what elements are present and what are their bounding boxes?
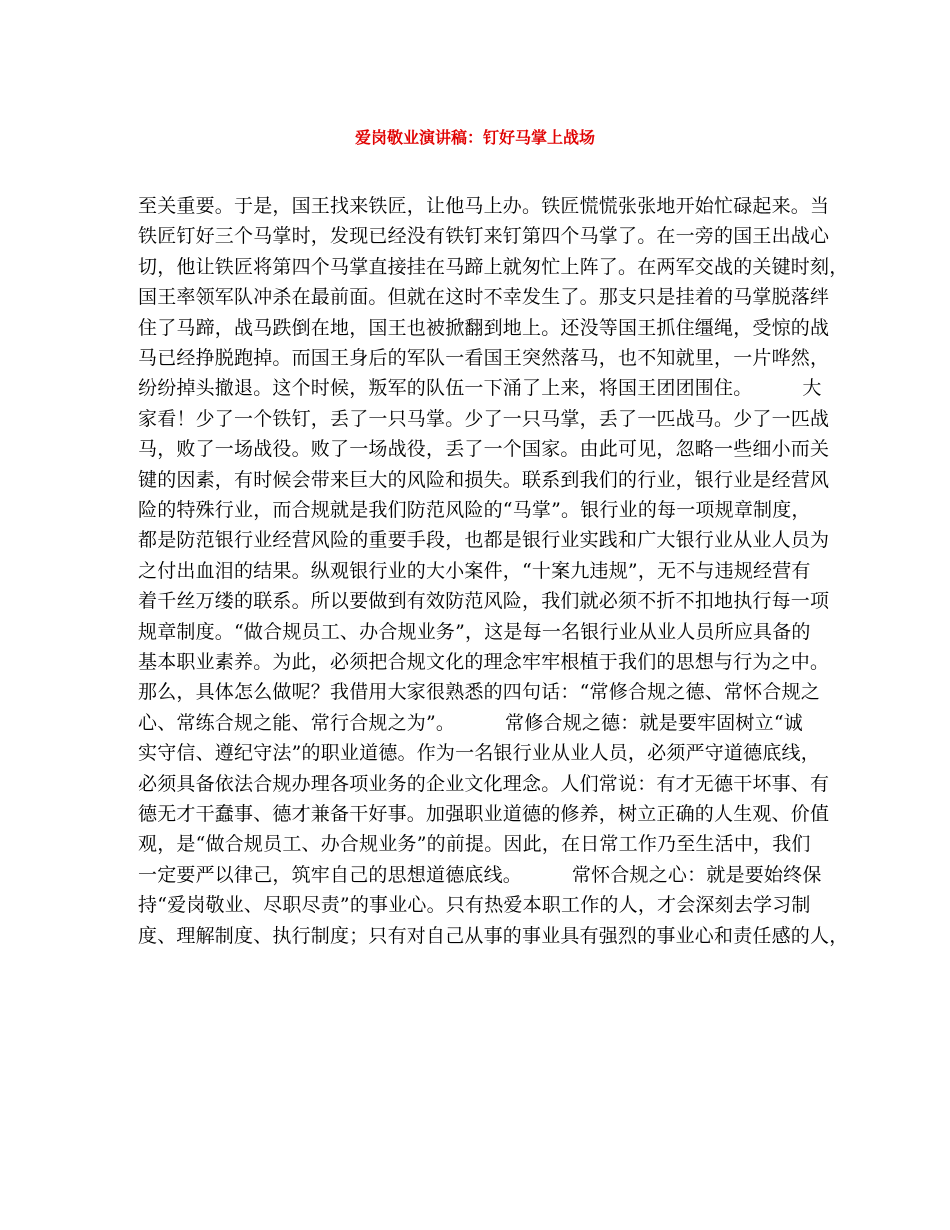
body-text-line: 险的特殊行业，而合规就是我们防范风险的“马掌”。银行业的每一项规章制度， [138,499,811,521]
body-text-line: 心、常练合规之能、常行合规之为”。 常修合规之德：就是要牢固树立“诚 [138,711,803,734]
body-text-line: 键的因素，有时候会带来巨大的风险和损失。联系到我们的行业，银行业是经营风 [138,468,830,491]
body-text-line: 家看！少了一个铁钉，丢了一只马掌。少了一只马掌，丢了一匹战马。少了一匹战 [138,407,830,430]
body-text-line: 住了马蹄，战马跌倒在地，国王也被掀翻到地上。还没等国王抓住缰绳，受惊的战 [138,316,830,339]
body-text-line: 马，败了一场战役。败了一场战役，丢了一个国家。由此可见，忽略一些细小而关 [138,438,830,461]
body-text-line: 铁匠钉好三个马掌时，发现已经没有铁钉来钉第四个马掌了。在一旁的国王出战心 [138,225,830,248]
body-text-line: 都是防范银行业经营风险的重要手段，也都是银行业实践和广大银行业从业人员为 [138,529,830,552]
body-text-line: 那么，具体怎么做呢？我借用大家很熟悉的四句话：“常修合规之德、常怀合规之 [138,681,820,704]
body-text-line: 规章制度。“做合规员工、办合规业务”，这是每一名银行业从业人员所应具备的 [138,620,811,643]
body-text-line: 持“爱岗敬业、尽职尽责”的事业心。只有热爱本职工作的人，才会深刻去学习制 [138,894,811,917]
body-text-line: 一定要严以律己，筑牢自己的思想道德底线。 常怀合规之心：就是要始终保 [138,863,822,886]
document-title: 爱岗敬业演讲稿：钉好马掌上战场 [354,128,595,147]
body-text-line: 马已经挣脱跑掉。而国王身后的军队一看国王突然落马，也不知就里，一片哗然， [138,347,830,369]
body-text-line: 基本职业素养。为此，必须把合规文化的理念牢牢根植于我们的思想与行为之中。 [138,651,830,673]
body-text-line: 至关重要。于是，国王找来铁匠，让他马上办。铁匠慌慌张张地开始忙碌起来。当 [138,195,830,217]
body-text-line: 国王率领军队冲杀在最前面。但就在这时不幸发生了。那支只是挂着的马掌脱落绊 [138,286,830,309]
body-text-line: 切，他让铁匠将第四个马掌直接挂在马蹄上就匆忙上阵了。在两军交战的关键时刻， [138,255,849,278]
body-text-line: 度、理解制度、执行制度；只有对自己从事的事业具有强烈的事业心和责任感的人， [138,924,849,947]
body-text-line: 德无才干蠢事、德才兼备干好事。加强职业道德的修养，树立正确的人生观、价值 [138,803,830,825]
body-text-line: 必须具备依法合规办理各项业务的企业文化理念。人们常说：有才无德干坏事、有 [138,772,830,795]
body-text-line: 着千丝万缕的联系。所以要做到有效防范风险，我们就必须不折不扣地执行每一项 [138,590,830,613]
body-text-line: 观，是“做合规员工、办合规业务”的前提。因此，在日常工作乃至生活中，我们 [138,833,811,856]
body-text-line: 纷纷掉头撤退。这个时候，叛军的队伍一下涌了上来，将国王团团围住。 大 [138,377,822,400]
body-text-line: 之付出血泪的结果。纵观银行业的大小案件，“十案九违规”，无不与违规经营有 [138,559,811,582]
body-text-line: 实守信、遵纪守法”的职业道德。作为一名银行业从业人员，必须严守道德底线， [138,742,820,765]
